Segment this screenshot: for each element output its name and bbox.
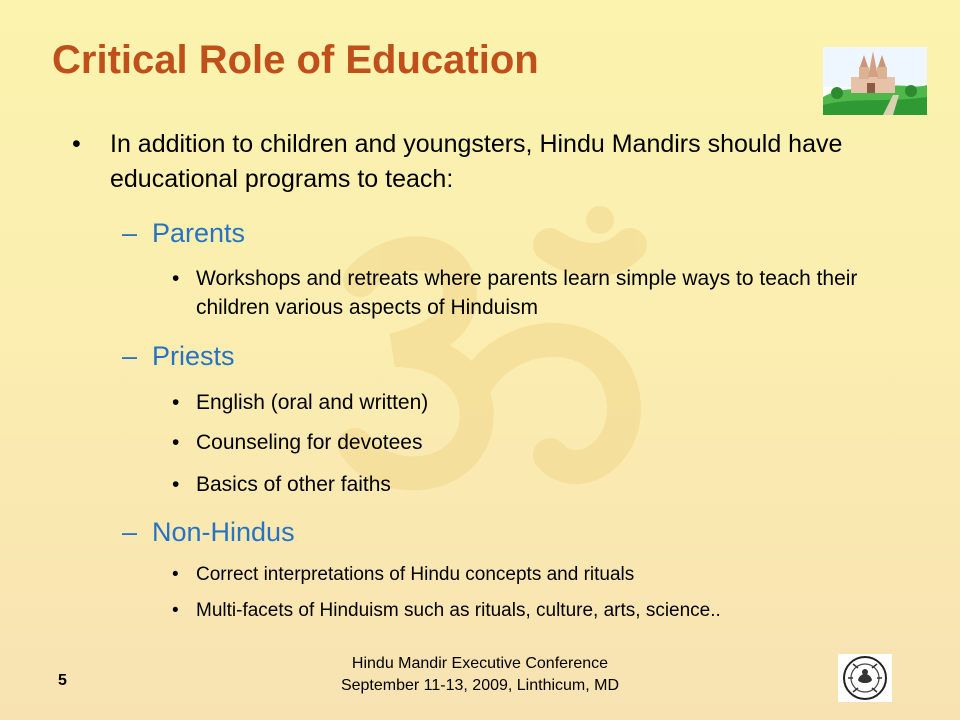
subheading-text: Non-Hindus: [152, 517, 295, 547]
bullet-marker: •: [172, 431, 180, 454]
bullet-marker: •: [172, 473, 180, 496]
dash-marker: –: [122, 517, 138, 547]
seal-logo-icon: [838, 654, 892, 702]
list-item-text: Workshops and retreats where parents learn simple ways to teach their children various aspects of Hinduism: [196, 267, 858, 319]
page-number: 5: [58, 672, 67, 689]
list-item-text: Counseling for devotees: [196, 431, 423, 454]
list-item-text: Correct interpretations of Hindu concepts and rituals: [196, 564, 635, 585]
bullet-marker: •: [172, 391, 180, 414]
bullet-marker: •: [172, 564, 179, 585]
bullet-marker: •: [72, 130, 81, 158]
bullet-marker: •: [172, 267, 180, 290]
footer-line-1: Hindu Mandir Executive Conference: [351, 655, 609, 672]
dash-marker: –: [122, 341, 138, 371]
list-item-text: English (oral and written): [196, 391, 429, 414]
subheading-text: Priests: [152, 341, 235, 371]
list-item-text: Multi-facets of Hinduism such as rituals, culture, arts, science..: [196, 600, 721, 621]
bullet-marker: •: [172, 600, 179, 621]
subheading-text: Parents: [152, 218, 246, 248]
main-bullet-text: In addition to children and youngsters, Hindu Mandirs should have educational programs to teach:: [110, 130, 843, 193]
slide-title: Critical Role of Education: [52, 38, 539, 82]
list-item-text: Basics of other faiths: [196, 473, 391, 496]
footer: [240, 653, 720, 697]
footer-line-2: September 11-13, 2009, Linthicum, MD: [340, 677, 620, 694]
dash-marker: –: [122, 218, 138, 248]
